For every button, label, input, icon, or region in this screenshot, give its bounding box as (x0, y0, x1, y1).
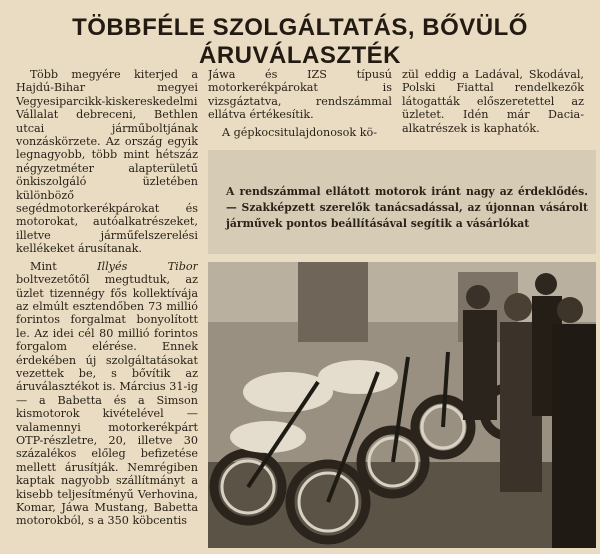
article-paragraph: Mint Illyés Tibor boltvezetőtől megtudtuk, az üzlet tizennégy fős kollektívája az elmúlt esztendőben 73 millió forintos forgalmat bonyolított le. Az idei cél 80 millió forintos forgalom elérése. Ennek érdekében új szolgáltatásokat vezettek be, s bővítik az áruválasztékot is. Március 31-ig — a Babetta és a Simson kismotorok kivételével — valamennyi motorkerékpárt OTP-részletre, 20, illetve 30 százalékos előleg befizetése mellett árusítják. Nemrégiben kaptak nagyobb szállítmányt a kisebb teljesítményű Verhovina, Komar, Jáwa Mustang, Babetta motorokból, s a 350 köbcentis (16, 259, 198, 528)
photo-illustration (208, 262, 596, 548)
article-column-3 (402, 68, 584, 140)
article-column-2 (208, 68, 392, 140)
article-paragraph: zül eddig a Ladával, Skodával, Polski Fiattal rendelkezők látogatták előszeretettel az üzletet. Idén már Dacia-alkatrészek is kaphatók. (402, 68, 584, 135)
photo-caption: A rendszámmal ellátott motorok iránt nagy az érdeklődés. — Szakképzett szerelők tanácsadással, az újonnan vásárolt járművek pontos beállításával segítik a vásárlókat (226, 185, 588, 230)
article-column-1 (16, 68, 198, 548)
person-name: Illyés Tibor (97, 259, 198, 273)
article-paragraph: Jáwa és IZS típusú motorkerékpárokat is vizsgáztatva, rendszámmal ellátva értékesítik. (208, 68, 392, 122)
headline: TÖBBFÉLE SZOLGÁLTATÁS, BŐVÜLŐ ÁRUVÁLASZTÉK (72, 14, 528, 69)
article-paragraph: A gépkocsitulajdonosok kö- (222, 125, 378, 139)
article-paragraph: Több megyére kiterjed a Hajdú-Bihar megyei Vegyesiparcikk-kiskereskedelmi Vállalat debreceni, Bethlen utcai járműboltjának vonzáskörzete. Az ország egyik legnagyobb, több mint hétszáz négyzetméter alapterületű önkiszolgáló üzletében különböző segédmotorkerékpárokat és motorokat, autóalkatrészeket, illetve járműfelszerelési kellékeket árusítanak. (16, 68, 198, 256)
motorcycles-showroom-photo (208, 262, 596, 548)
